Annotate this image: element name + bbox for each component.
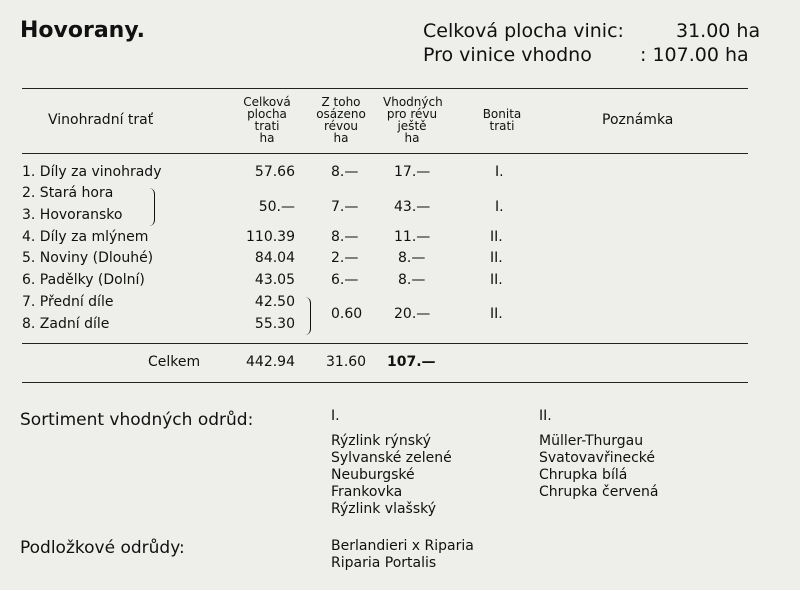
header-area: Celková plocha trati ha xyxy=(243,95,291,145)
table-cell-bonita: II. xyxy=(490,272,503,288)
table-cell-area: 110.39 xyxy=(246,229,295,245)
table-cell-bonita: II. xyxy=(490,306,503,322)
total-area-value: 31.00 ha xyxy=(676,20,761,42)
table-cell-area: 55.30 xyxy=(254,316,295,332)
header-bonita: Bonita trati xyxy=(482,107,522,133)
table-cell-suitable: 17.— xyxy=(394,164,431,180)
list-item: Chrupka bílá xyxy=(539,467,628,483)
table-row-name: 8. Zadní díle xyxy=(22,316,110,332)
body-bottom-rule xyxy=(22,343,748,344)
table-cell-planted: 7.— xyxy=(331,199,359,215)
header-suitable: Vhodných pro révu ještě ha xyxy=(383,95,443,145)
group-brace xyxy=(304,297,311,335)
table-cell-suitable: 8.— xyxy=(398,250,426,266)
table-row-name: 6. Padělky (Dolní) xyxy=(22,272,145,288)
header-bottom-rule xyxy=(22,153,748,154)
table-row-name: 3. Hovoransko xyxy=(22,207,123,223)
rootstocks-list xyxy=(331,538,474,572)
table-cell-area: 43.05 xyxy=(254,272,295,288)
page-title: Hovorany. xyxy=(20,18,146,43)
table-row-name: 1. Díly za vinohrady xyxy=(22,164,162,180)
table-row-name: 5. Noviny (Dlouhé) xyxy=(22,250,154,266)
table-cell-suitable: 20.— xyxy=(394,306,431,322)
table-cell-bonita: II. xyxy=(490,250,503,266)
table-bottom-rule xyxy=(22,382,748,383)
varieties-label: Sortiment vhodných odrůd: xyxy=(20,410,254,430)
table-cell-planted: 0.60 xyxy=(331,306,363,322)
varieties-group2-list xyxy=(539,433,658,501)
table-cell-area: 42.50 xyxy=(254,294,295,310)
table-cell-planted: 8.— xyxy=(331,164,359,180)
table-cell-planted: 6.— xyxy=(331,272,359,288)
suitable-area-value: : 107.00 ha xyxy=(640,44,749,66)
table-row-name: 2. Stará hora xyxy=(22,185,114,201)
header-note: Poznámka xyxy=(602,112,674,128)
table-cell-area: 57.66 xyxy=(254,164,295,180)
table-cell-planted: 8.— xyxy=(331,229,359,245)
table-cell-planted: 2.— xyxy=(331,250,359,266)
total-planted: 31.60 xyxy=(326,354,367,370)
table-row-name: 4. Díly za mlýnem xyxy=(22,229,149,245)
varieties-group1-list xyxy=(331,433,452,518)
group-brace xyxy=(148,188,155,226)
total-suitable: 107.— xyxy=(387,354,436,370)
suitable-area-label: Pro vinice vhodno xyxy=(423,44,592,66)
list-item: Riparia Portalis xyxy=(331,555,437,571)
header-planted: Z toho osázeno révou ha xyxy=(316,95,366,145)
varieties-group1-label: I. xyxy=(331,408,340,424)
rootstocks-label: Podložkové odrůdy: xyxy=(20,538,185,558)
table-top-rule xyxy=(22,88,748,89)
list-item: Rýzlink rýnský xyxy=(331,433,431,449)
table-cell-area: 50.— xyxy=(258,199,295,215)
varieties-group2-label: II. xyxy=(539,408,552,424)
list-item: Chrupka červená xyxy=(539,484,659,500)
list-item: Frankovka xyxy=(331,484,403,500)
total-area: 442.94 xyxy=(246,354,295,370)
table-row-name: 7. Přední díle xyxy=(22,294,114,310)
total-label: Celkem xyxy=(148,354,201,370)
table-cell-suitable: 8.— xyxy=(398,272,426,288)
table-cell-bonita: I. xyxy=(495,164,504,180)
list-item: Müller-Thurgau xyxy=(539,433,644,449)
table-cell-suitable: 11.— xyxy=(394,229,431,245)
table-cell-bonita: I. xyxy=(495,199,504,215)
header-name: Vinohradní trať xyxy=(48,112,154,128)
list-item: Rýzlink vlašský xyxy=(331,501,437,517)
list-item: Svatovavřinecké xyxy=(539,450,656,466)
list-item: Berlandieri x Riparia xyxy=(331,538,474,554)
list-item: Neuburgské xyxy=(331,467,415,483)
table-cell-area: 84.04 xyxy=(254,250,295,266)
table-cell-suitable: 43.— xyxy=(394,199,431,215)
list-item: Sylvanské zelené xyxy=(331,450,452,466)
total-area-label: Celková plocha vinic: xyxy=(423,20,624,42)
table-cell-bonita: II. xyxy=(490,229,503,245)
